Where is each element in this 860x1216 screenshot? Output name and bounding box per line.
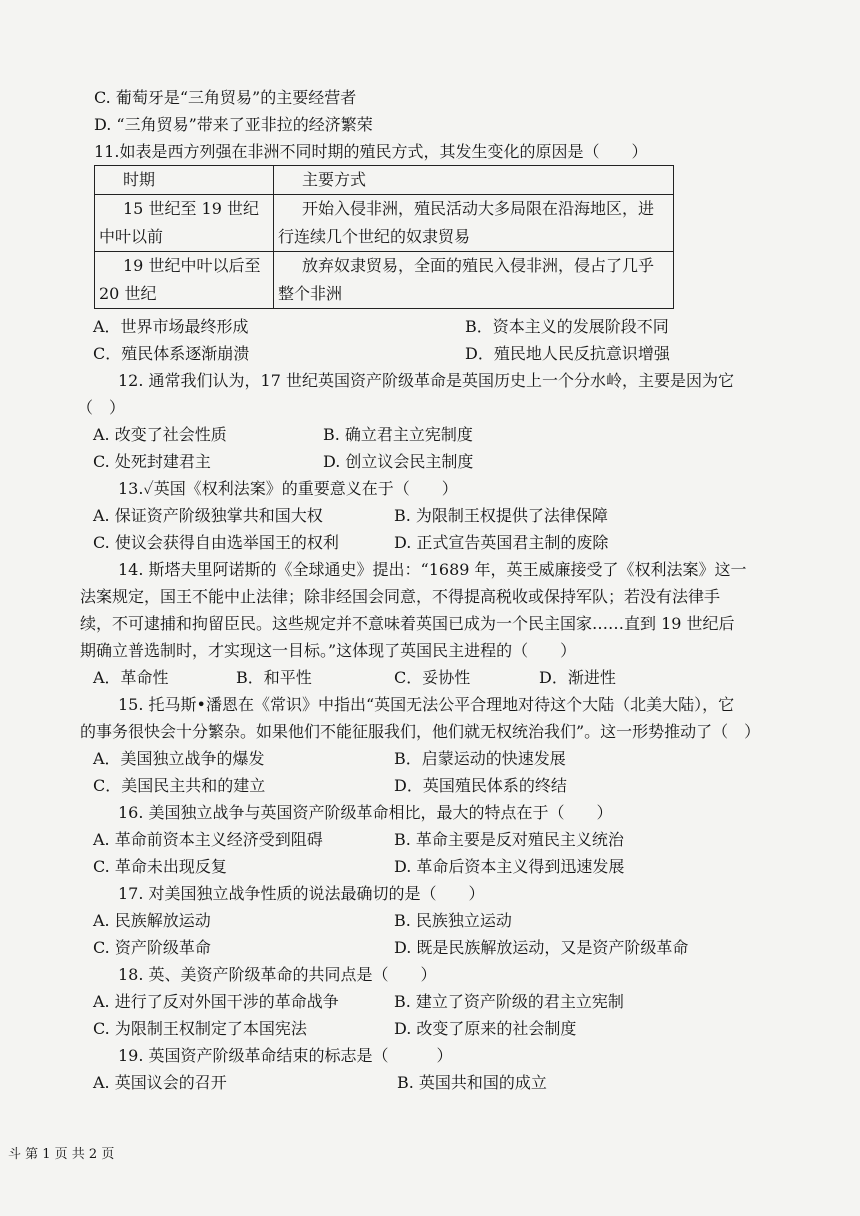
q19-stem: 19. 英国资产阶级革命结束的标志是（ ） xyxy=(118,1046,453,1065)
q18-stem: 18. 英、美资产阶级革命的共同点是（ ） xyxy=(118,965,437,984)
q15-stem-line1: 15. 托马斯•潘恩在《常识》中指出“英国无法公平合理地对待这个大陆（北美大陆），它 xyxy=(118,695,735,714)
q13-option-c: C. 使议会获得自由选举国王的权利 xyxy=(93,533,339,552)
q15-option-c: C．美国民主共和的建立 xyxy=(93,776,266,795)
q17-option-a: A. 民族解放运动 xyxy=(93,911,211,930)
table-cell-method: 放弃奴隶贸易，全面的殖民入侵非洲，侵占了几乎整个非洲 xyxy=(278,256,655,303)
q18-option-a: A. 进行了反对外国干涉的革命战争 xyxy=(93,992,339,1011)
table-cell-period: 15 世纪至 19 世纪中叶以前 xyxy=(99,199,259,246)
q14-option-b: B．和平性 xyxy=(236,668,312,687)
q13-option-b: B. 为限制王权提供了法律保障 xyxy=(394,506,608,525)
q14-option-a: A．革命性 xyxy=(93,668,169,687)
q11-option-c: C．殖民体系逐渐崩溃 xyxy=(93,344,250,363)
q15-option-a: A．美国独立战争的爆发 xyxy=(93,749,265,768)
q12-option-a: A. 改变了社会性质 xyxy=(93,425,227,444)
q16-option-b: B. 革命主要是反对殖民主义统治 xyxy=(394,830,624,849)
q14-stem-line1: 14. 斯塔夫里阿诺斯的《全球通史》提出：“1689 年，英王威廉接受了《权利法案》这一 xyxy=(118,560,747,579)
q14-option-c: C．妥协性 xyxy=(394,668,471,687)
q11-option-d: D．殖民地人民反抗意识增强 xyxy=(465,344,670,363)
table-cell-period: 19 世纪中叶以后至 20 世纪 xyxy=(99,256,261,303)
q17-option-b: B. 民族独立运动 xyxy=(394,911,512,930)
q13-option-d: D. 正式宣告英国君主制的废除 xyxy=(394,533,609,552)
q17-stem: 17. 对美国独立战争性质的说法最确切的是（ ） xyxy=(118,884,485,903)
q12-stem-line1: 12. 通常我们认为，17 世纪英国资产阶级革命是英国历史上一个分水岭，主要是因为它 xyxy=(118,371,734,390)
q16-option-c: C. 革命未出现反复 xyxy=(93,857,227,876)
q18-option-d: D. 改变了原来的社会制度 xyxy=(394,1019,577,1038)
q12-option-d: D. 创立议会民主制度 xyxy=(323,452,474,471)
q14-option-d: D．渐进性 xyxy=(539,668,616,687)
q14-stem-line4: 期确立普选制时，才实现这一目标。”这体现了英国民主进程的（ ） xyxy=(80,641,577,660)
q14-stem-line2: 法案规定，国王不能中止法律；除非经国会同意，不得提高税收或保持军队；若没有法律手 xyxy=(80,587,721,606)
q16-stem: 16. 美国独立战争与英国资产阶级革命相比，最大的特点在于（ ） xyxy=(118,803,613,822)
table-header-period: 时期 xyxy=(123,170,156,189)
q16-option-d: D. 革命后资本主义得到迅速发展 xyxy=(394,857,625,876)
q12-option-c: C. 处死封建君主 xyxy=(93,452,211,471)
q11-option-b: B．资本主义的发展阶段不同 xyxy=(465,317,669,336)
q12-stem-line2: （ ） xyxy=(77,398,126,417)
table-header-row xyxy=(95,166,674,195)
q16-option-a: A. 革命前资本主义经济受到阻碍 xyxy=(93,830,323,849)
q17-option-c: C. 资产阶级革命 xyxy=(93,938,211,957)
q10-option-c: C. 葡萄牙是“三角贸易”的主要经营者 xyxy=(94,88,357,107)
q15-option-d: D．英国殖民体系的终结 xyxy=(394,776,567,795)
q13-stem: 13.✓英国《权利法案》的重要意义在于（ ） xyxy=(118,479,458,498)
q11-stem: 11.如表是西方列强在非洲不同时期的殖民方式，其发生变化的原因是（ ） xyxy=(94,142,648,161)
table-cell-method: 开始入侵非洲，殖民活动大多局限在沿海地区，进行连续几个世纪的奴隶贸易 xyxy=(278,199,655,246)
page-footer: 斗 第 1 页 共 2 页 xyxy=(8,1147,115,1162)
table-row xyxy=(95,252,674,309)
q12-option-b: B. 确立君主立宪制度 xyxy=(323,425,473,444)
q18-option-c: C. 为限制王权制定了本国宪法 xyxy=(93,1019,307,1038)
table-row xyxy=(95,195,674,252)
q19-option-b: B. 英国共和国的成立 xyxy=(397,1073,547,1092)
q11-option-a: A．世界市场最终形成 xyxy=(93,317,249,336)
q17-option-d: D. 既是民族解放运动，又是资产阶级革命 xyxy=(394,938,689,957)
q11-table xyxy=(94,165,674,309)
q13-option-a: A. 保证资产阶级独掌共和国大权 xyxy=(93,506,323,525)
q15-option-b: B．启蒙运动的快速发展 xyxy=(394,749,566,768)
q15-stem-line2: 的事务很快会十分繁杂。如果他们不能征服我们，他们就无权统治我们”。这一形势推动了（ ） xyxy=(80,722,761,741)
q19-option-a: A. 英国议会的召开 xyxy=(93,1073,227,1092)
table-header-method: 主要方式 xyxy=(302,170,367,189)
q10-option-d: D. “三角贸易”带来了亚非拉的经济繁荣 xyxy=(94,115,373,134)
q18-option-b: B. 建立了资产阶级的君主立宪制 xyxy=(394,992,624,1011)
q14-stem-line3: 续，不可逮捕和拘留臣民。这些规定并不意味着英国已成为一个民主国家……直到 19 世纪后 xyxy=(80,614,735,633)
